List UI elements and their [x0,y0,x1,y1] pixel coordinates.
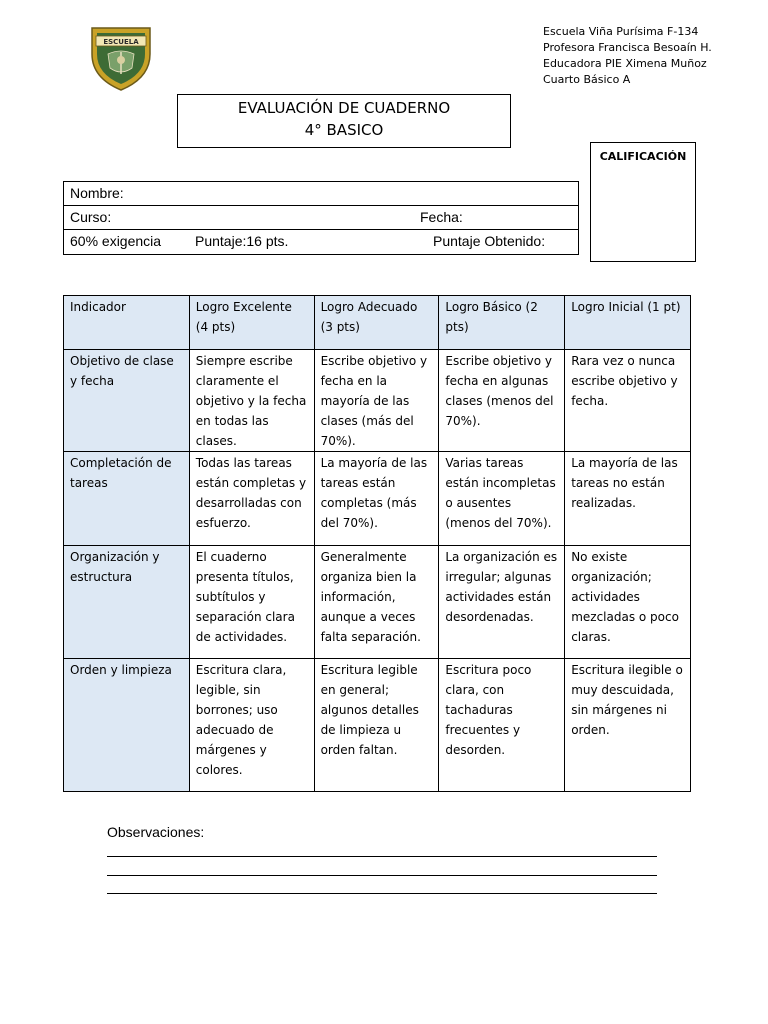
school-info [543,24,712,88]
observation-line[interactable] [107,893,657,894]
observation-line[interactable] [107,856,657,857]
rubric-cell: El cuaderno presenta títulos, subtítulos y separación clara de actividades. [189,546,314,659]
class-name: Cuarto Básico A [543,73,631,86]
school-name: Escuela Viña Purísima F-134 [543,25,699,38]
indicator-cell: Objetivo de clase y fecha [64,350,190,452]
rubric-cell: La organización es irregular; algunas actividades están desordenadas. [439,546,565,659]
header-excellent: Logro Excelente (4 pts) [189,296,314,350]
indicator-cell: Organización y estructura [64,546,190,659]
table-row [64,546,691,659]
rubric-cell: Escribe objetivo y fecha en la mayoría de las clases (más del 70%). [314,350,439,452]
rubric-cell: No existe organización; actividades mezcladas o poco claras. [565,546,691,659]
page-title: EVALUACIÓN DE CUADERNO [237,99,451,117]
rubric-cell: Varias tareas están incompletas o ausentes (menos del 70%). [439,452,565,546]
rubric-cell: Todas las tareas están completas y desarrolladas con esfuerzo. [189,452,314,546]
pie-educator-name: Educadora PIE Ximena Muñoz [543,57,707,70]
rubric-cell: Escritura legible en general; algunos detalles de limpieza u orden faltan. [314,659,439,792]
teacher-name: Profesora Francisca Besoaín H. [543,41,712,54]
page-subtitle: 4° BASICO [304,121,384,139]
indicator-cell: Completación de tareas [64,452,190,546]
grade-box[interactable] [590,142,696,262]
rubric-cell: Escribe objetivo y fecha en algunas clases (menos del 70%). [439,350,565,452]
table-row [64,452,691,546]
rubric-cell: Escritura poco clara, con tachaduras frecuentes y desorden. [439,659,565,792]
title-box [177,94,511,148]
score-row [64,230,578,254]
rubric-cell: Escritura clara, legible, sin borrones; uso adecuado de márgenes y colores. [189,659,314,792]
header-basic: Logro Básico (2 pts) [439,296,565,350]
header-initial: Logro Inicial (1 pt) [565,296,691,350]
table-row [64,659,691,792]
observations-label: Observaciones: [107,824,205,840]
requirement-text: 60% exigencia [70,233,162,249]
course-date-row[interactable] [64,206,578,230]
date-label: Fecha: [420,209,463,225]
rubric-table [63,295,691,792]
observation-line[interactable] [107,875,657,876]
svg-text:ESCUELA: ESCUELA [103,38,139,46]
grade-label: CALIFICACIÓN [599,150,687,163]
rubric-cell: La mayoría de las tareas no están realizadas. [565,452,691,546]
header-adequate: Logro Adecuado (3 pts) [314,296,439,350]
name-label: Nombre: [70,185,124,201]
rubric-cell: Siempre escribe claramente el objetivo y la fecha en todas las clases. [189,350,314,452]
school-crest-logo [88,24,154,92]
course-label: Curso: [70,209,112,225]
rubric-header-row [64,296,691,350]
indicator-cell: Orden y limpieza [64,659,190,792]
table-row [64,350,691,452]
score-text: Puntaje:16 pts. [195,233,289,249]
header-indicator: Indicador [64,296,190,350]
rubric-cell: Generalmente organiza bien la información, aunque a veces falta separación. [314,546,439,659]
name-row[interactable] [64,182,578,206]
student-info-box [63,181,579,255]
rubric-cell: La mayoría de las tareas están completas (más del 70%). [314,452,439,546]
obtained-score-label[interactable]: Puntaje Obtenido: [433,233,546,249]
rubric-cell: Escritura ilegible o muy descuidada, sin márgenes ni orden. [565,659,691,792]
rubric-cell: Rara vez o nunca escribe objetivo y fecha. [565,350,691,452]
